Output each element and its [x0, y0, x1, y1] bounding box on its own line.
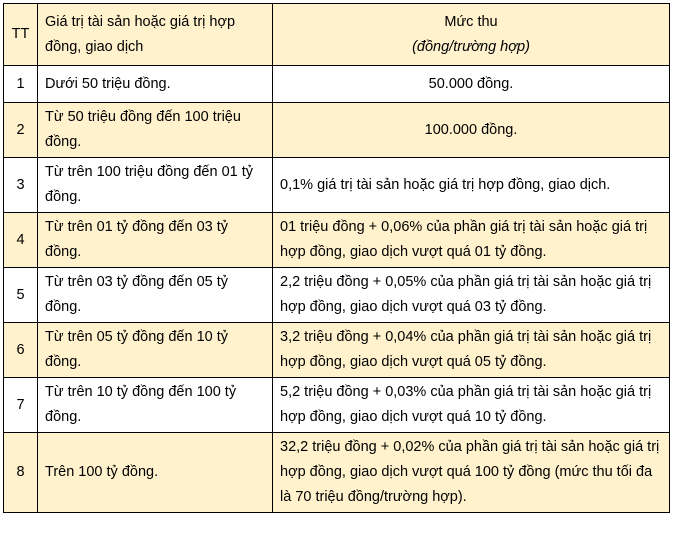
row-asset: Từ trên 03 tỷ đồng đến 05 tỷ đồng. — [38, 268, 273, 323]
header-fee-unit: (đồng/trường hợp) — [412, 38, 530, 55]
header-fee — [273, 4, 670, 66]
table-row — [4, 433, 670, 513]
row-asset: Dưới 50 triệu đồng. — [38, 66, 273, 103]
header-tt: TT — [4, 4, 38, 66]
row-fee: 100.000 đồng. — [273, 103, 670, 158]
row-tt: 3 — [4, 158, 38, 213]
row-asset: Từ trên 10 tỷ đồng đến 100 tỷ đồng. — [38, 378, 273, 433]
row-tt: 6 — [4, 323, 38, 378]
row-fee: 01 triệu đồng + 0,06% của phần giá trị tài sản hoặc giá trị hợp đồng, giao dịch vượt quá 01 tỷ đồng. — [273, 213, 670, 268]
table-row — [4, 323, 670, 378]
fee-table — [3, 3, 670, 513]
table-row — [4, 158, 670, 213]
row-asset: Từ 50 triệu đồng đến 100 triệu đồng. — [38, 103, 273, 158]
row-fee: 50.000 đồng. — [273, 66, 670, 103]
table-row — [4, 268, 670, 323]
table-header-row — [4, 4, 670, 66]
table-row — [4, 378, 670, 433]
row-tt: 1 — [4, 66, 38, 103]
row-asset: Từ trên 100 triệu đồng đến 01 tỷ đồng. — [38, 158, 273, 213]
row-tt: 7 — [4, 378, 38, 433]
table-row — [4, 213, 670, 268]
header-asset: Giá trị tài sản hoặc giá trị hợp đồng, giao dịch — [38, 4, 273, 66]
row-tt: 4 — [4, 213, 38, 268]
row-fee: 5,2 triệu đồng + 0,03% của phần giá trị tài sản hoặc giá trị hợp đồng, giao dịch vượt quá 10 tỷ đồng. — [273, 378, 670, 433]
row-fee: 0,1% giá trị tài sản hoặc giá trị hợp đồng, giao dịch. — [273, 158, 670, 213]
row-tt: 2 — [4, 103, 38, 158]
header-fee-title: Mức thu — [444, 13, 498, 30]
row-tt: 8 — [4, 433, 38, 513]
row-fee: 32,2 triệu đồng + 0,02% của phần giá trị tài sản hoặc giá trị hợp đồng, giao dịch vượt quá 100 tỷ đồng (mức thu tối đa là 70 triệu đồng/trường hợp). — [273, 433, 670, 513]
row-fee: 2,2 triệu đồng + 0,05% của phần giá trị tài sản hoặc giá trị hợp đồng, giao dịch vượt quá 03 tỷ đồng. — [273, 268, 670, 323]
table-row — [4, 66, 670, 103]
row-asset: Từ trên 05 tỷ đồng đến 10 tỷ đồng. — [38, 323, 273, 378]
row-asset: Từ trên 01 tỷ đồng đến 03 tỷ đồng. — [38, 213, 273, 268]
row-tt: 5 — [4, 268, 38, 323]
table-row — [4, 103, 670, 158]
row-fee: 3,2 triệu đồng + 0,04% của phần giá trị tài sản hoặc giá trị hợp đồng, giao dịch vượt quá 05 tỷ đồng. — [273, 323, 670, 378]
row-asset: Trên 100 tỷ đồng. — [38, 433, 273, 513]
